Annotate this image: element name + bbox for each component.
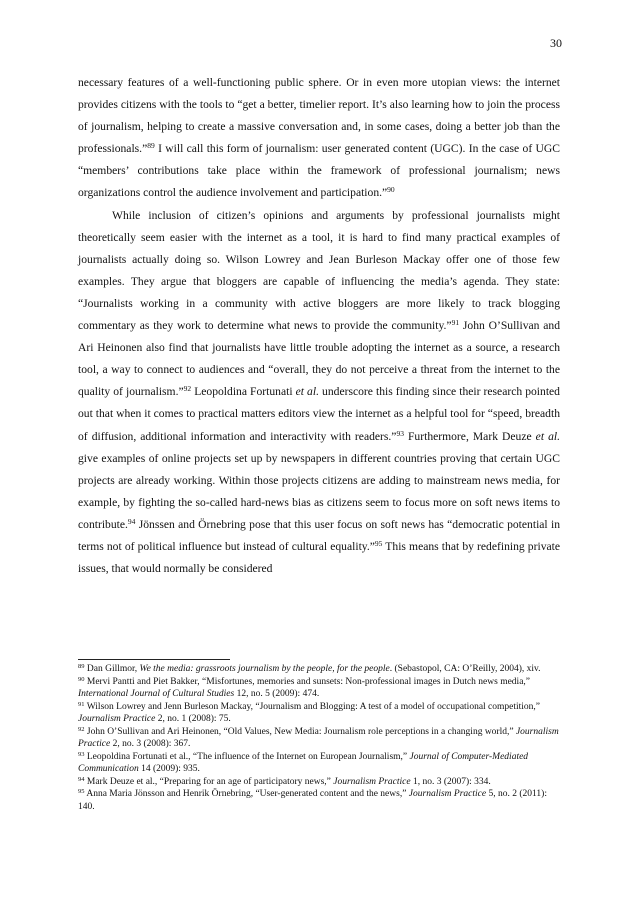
- page-number: 30: [550, 36, 562, 50]
- italic-text: Journalism Practice: [78, 726, 559, 749]
- footnote: [78, 701, 560, 726]
- note-reference: 93: [396, 428, 404, 438]
- text-run: Jönssen and Örnebring pose that this user focus on soft news has “democratic potential in terms not of political influence but instead of cultural equality.”: [78, 517, 560, 553]
- text-run: give examples of online projects set up by newspapers in different countries proving that certain UGC projects are already working. Within those projects citizens are adding to mainstream news media, for example, by fighting the so-called hard-news bias as citizens seem to focus more on soft news items to contribute.: [78, 451, 560, 531]
- text-run: 5, no. 2 (2011): 140.: [78, 789, 547, 812]
- italic-text: Journalism Practice: [78, 714, 156, 724]
- footnote: [78, 676, 560, 701]
- italic-text: International Journal of Cultural Studies: [78, 689, 235, 699]
- text-run: Wilson Lowrey and Jenn Burleson Mackay, “Journalism and Blogging: A test of a model of occupational competition,”: [84, 701, 541, 712]
- text-run: I will call this form of journalism: user generated content (UGC). In the case of UGC “members’ contributions take place within the framework of professional journalism; news organizations control the audience involvement and participation.”: [78, 142, 560, 200]
- note-reference: 94: [127, 516, 136, 526]
- text-run: Furthermore, Mark Deuze: [403, 429, 536, 443]
- text-run: Leopoldina Fortunati et al., “The influence of the Internet on European Journalism,”: [84, 751, 410, 762]
- note-reference: 89: [78, 663, 85, 670]
- note-reference: 90: [78, 675, 85, 683]
- note-reference: 91: [451, 318, 460, 328]
- text-run: 1, no. 3 (2007): 334.: [410, 776, 491, 787]
- text-run: Leopoldina Fortunati: [191, 385, 296, 399]
- footnote: [78, 788, 560, 813]
- note-reference: 92: [78, 725, 85, 733]
- note-reference: 90: [387, 185, 395, 195]
- footnote: [78, 751, 560, 776]
- note-reference: 93: [78, 750, 85, 758]
- note-reference: 89: [147, 141, 155, 151]
- text-run: 12, no. 5 (2009): 474.: [234, 689, 320, 699]
- text-run: While inclusion of citizen’s opinions and arguments by professional journalists might theoretically seem easier with the internet as a tool, it is hard to find many practical examples of journalists actually doing so. Wilson Lowrey and Jean Burleson Mackay offer one of those few examples. They argue that bloggers are capable of influencing the media’s agenda. They state: “Journalists working in a community with active bloggers are more likely to track blogging commentary as they work to determine what news to provide the community.”: [78, 208, 560, 333]
- text-run: John O’Sullivan and Ari Heinonen also find that journalists have little trouble adopting the internet as a source, a research tool, a way to connect to audiences and “overall, they do not perceive a threat from the internet to the quality of journalism.”: [78, 319, 561, 399]
- text-run: Anna Maria Jönsson and Henrik Örnebring, “User-generated content and the news,”: [84, 789, 409, 799]
- footnote: [78, 726, 560, 751]
- note-reference: 91: [78, 700, 85, 708]
- paragraph: [78, 205, 560, 581]
- text-run: . (Sebastopol, CA: O’Reilly, 2004), xiv.: [389, 664, 541, 674]
- paragraph: [78, 72, 560, 205]
- footnote: [78, 663, 560, 676]
- text-run: Dan Gillmor,: [84, 664, 140, 674]
- italic-text: Journalism Practice: [333, 776, 411, 787]
- footnote: [78, 776, 560, 789]
- italic-text: We the media: grassroots journalism by the people, for the people: [139, 664, 390, 674]
- note-reference: 92: [183, 384, 192, 394]
- note-reference: 95: [374, 538, 383, 548]
- text-run: necessary features of a well-functioning public sphere. Or in even more utopian views: the internet provides citizens with the tools to “get a better, timelier report. It’s also learning how to join the process of journalism, helping to create a massive conversation and, in some cases, doing a better job than the professionals.”: [78, 76, 560, 156]
- italic-text: et al.: [295, 385, 319, 399]
- footnote-divider: [78, 659, 230, 660]
- text-run: Mervi Pantti and Piet Bakker, “Misfortunes, memories and sunsets: Non-professional images in Dutch news media,”: [84, 676, 531, 687]
- footnotes: [78, 663, 560, 813]
- text-run: Mark Deuze et al., “Preparing for an age of participatory news,”: [84, 776, 334, 787]
- text-run: John O’Sullivan and Ari Heinonen, “Old Values, New Media: Journalism role perceptions in a changing world,”: [84, 726, 516, 737]
- text-run: 14 (2009): 935.: [138, 764, 200, 774]
- text-run: 2, no. 1 (2008): 75.: [155, 714, 231, 724]
- note-reference: 95: [78, 788, 85, 795]
- body-text: [78, 72, 560, 580]
- text-run: 2, no. 3 (2008): 367.: [110, 739, 191, 749]
- italic-text: Journalism Practice: [408, 789, 487, 799]
- text-run: underscore this finding since their research pointed out that when it comes to practical matters editors view the internet as a helpful tool for “speed, breadth of diffusion, additional information and interactivity with readers.”: [78, 385, 560, 443]
- text-run: This means that by redefining private issues, that would normally be considered: [78, 539, 560, 576]
- note-reference: 94: [78, 775, 85, 783]
- italic-text: Journal of Computer-Mediated Communication: [78, 751, 529, 774]
- italic-text: et al.: [535, 429, 560, 443]
